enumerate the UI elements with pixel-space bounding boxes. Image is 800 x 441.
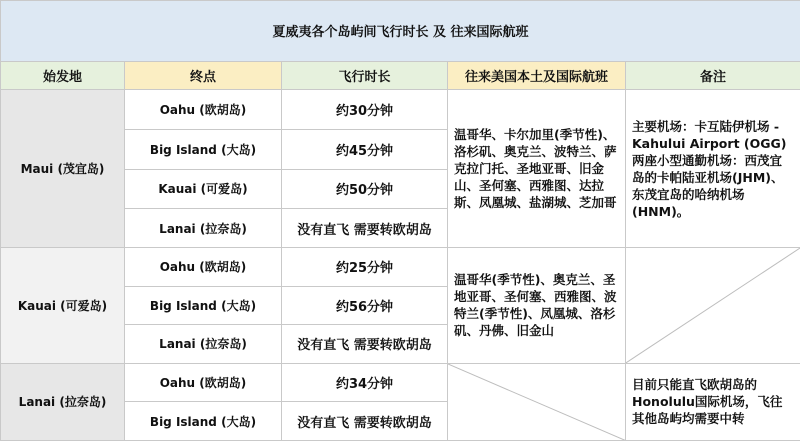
table-row [1, 90, 800, 130]
origin-kauai: Kauai (可爱岛) [1, 247, 125, 363]
title-row [1, 1, 800, 62]
destination-cell: Big Island (大岛) [125, 286, 282, 325]
notes-lanai: 目前只能直飞欧胡岛的Honolulu国际机场，飞往其他岛屿均需要中转 [626, 363, 800, 440]
destination-cell: Oahu (欧胡岛) [125, 90, 282, 130]
table-row [1, 247, 800, 286]
destination-cell: Big Island (大岛) [125, 402, 282, 441]
destination-cell: Kauai (可爱岛) [125, 169, 282, 209]
international-flights-maui: 温哥华、卡尔加里(季节性)、洛杉矶、奥克兰、波特兰、萨克拉门托、圣地亚哥、旧金山、圣何塞、西雅图、达拉斯、凤凰城、盐湖城、芝加哥 [448, 90, 626, 247]
origin-lanai: Lanai (拉奈岛) [1, 363, 125, 440]
international-flights-kauai: 温哥华(季节性)、奥克兰、圣地亚哥、圣何塞、西雅图、波特兰(季节性)、凤凰城、洛杉矶、丹佛、旧金山 [448, 247, 626, 363]
duration-cell: 没有直飞 需要转欧胡岛 [282, 402, 448, 441]
duration-cell: 没有直飞 需要转欧胡岛 [282, 325, 448, 364]
diagonal-line [448, 364, 625, 440]
destination-cell: Oahu (欧胡岛) [125, 363, 282, 402]
notes-kauai-empty [626, 247, 800, 363]
duration-cell: 约25分钟 [282, 247, 448, 286]
notes-maui-line2: 两座小型通勤机场：西茂宜岛的卡帕陆亚机场(JHM)、东茂宜岛的哈纳机场 (HNM)。 [632, 152, 784, 219]
duration-cell: 没有直飞 需要转欧胡岛 [282, 209, 448, 248]
header-duration: 飞行时长 [282, 61, 448, 89]
destination-cell: Lanai (拉奈岛) [125, 209, 282, 248]
destination-cell: Big Island (大岛) [125, 130, 282, 170]
header-destination: 终点 [125, 61, 282, 89]
duration-cell: 约30分钟 [282, 90, 448, 130]
header-international: 往来美国本土及国际航班 [448, 61, 626, 89]
duration-cell: 约34分钟 [282, 363, 448, 402]
table-title: 夏威夷各个岛屿间飞行时长 及 往来国际航班 [1, 1, 800, 62]
international-lanai-empty [448, 363, 626, 440]
origin-maui: Maui (茂宜岛) [1, 90, 125, 247]
table-row [1, 363, 800, 402]
header-notes: 备注 [626, 61, 800, 89]
duration-cell: 约56分钟 [282, 286, 448, 325]
header-origin: 始发地 [1, 61, 125, 89]
header-row [1, 61, 800, 89]
destination-cell: Lanai (拉奈岛) [125, 325, 282, 364]
notes-maui [626, 90, 800, 247]
duration-cell: 约45分钟 [282, 130, 448, 170]
destination-cell: Oahu (欧胡岛) [125, 247, 282, 286]
duration-cell: 约50分钟 [282, 169, 448, 209]
notes-maui-line1: 主要机场：卡互陆伊机场 - Kahului Airport (OGG) [632, 118, 787, 151]
diagonal-line [626, 248, 800, 363]
